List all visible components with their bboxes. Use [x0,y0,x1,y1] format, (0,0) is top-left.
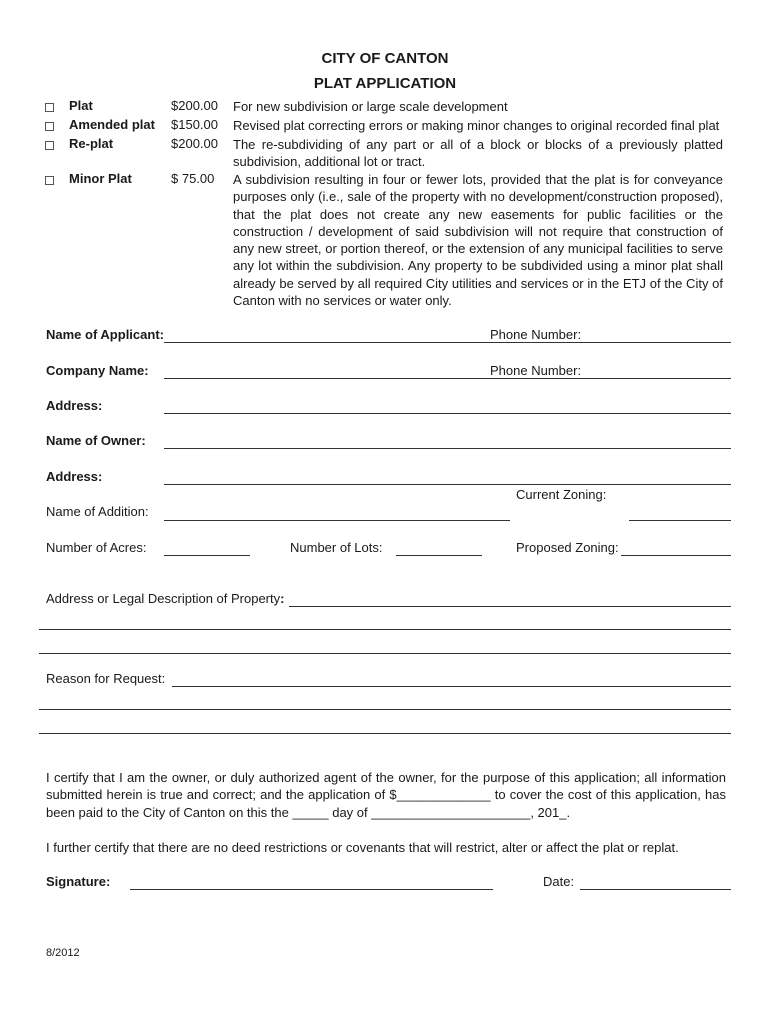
amended-plat-fee: $150.00 [171,117,218,132]
plat-checkbox[interactable] [45,103,54,112]
company-label: Company Name: [46,363,149,378]
addition-label: Name of Addition: [46,504,149,519]
applicant-field[interactable] [164,342,731,343]
signature-field[interactable] [130,889,493,890]
proposed-zoning-label: Proposed Zoning: [516,540,619,555]
date-field[interactable] [580,889,731,890]
certification-paragraph: I certify that I am the owner, or duly authorized agent of the owner, for the purpose of this application; all information submitted herein is true and correct; and the application of $_____________ to cover the cost of this application, has been paid to the City of Canton on this the _____ day of ______________________, 201_. [46,770,726,820]
acres-field[interactable] [164,555,250,556]
address-label-1: Address: [46,398,103,413]
re-plat-checkbox[interactable] [45,141,54,150]
lots-label: Number of Lots: [290,540,383,555]
acres-label: Number of Acres: [46,540,147,555]
legal-description-field[interactable] [289,606,731,607]
minor-plat-label: Minor Plat [69,171,132,186]
date-label: Date: [543,874,575,889]
plat-fee: $200.00 [171,98,218,113]
addition-field[interactable] [164,520,510,521]
minor-plat-description: A subdivision resulting in four or fewer lots, provided that the plat is for conveyance purposes only (i.e., sale of the property with no development/construction proposed), that the plat does not create any new easements for public facilities or the construction / development of said subdivision will not require that construction of any new street, or portion thereof, or the extension of any municipal facilities to serve any lot within the subdivision. Any property to be subdivided using a minor plat shall already be served by all required City utilities and services or in the ETJ of the City of Canton with no services or water only. [233,172,723,309]
owner-label: Name of Owner: [46,433,146,448]
address-label-2: Address: [46,469,103,484]
plat-description: For new subdivision or large scale development [233,99,508,114]
legal-description-line-3[interactable] [39,653,731,654]
deed-restriction-statement: I further certify that there are no deed restrictions or covenants that will restrict, alter or affect the plat or replat. [46,840,679,855]
amended-plat-checkbox[interactable] [45,122,54,131]
legal-description-line-2[interactable] [39,629,731,630]
minor-plat-fee: $ 75.00 [171,171,215,186]
reason-label: Reason for Request: [46,671,166,686]
legal-description-label: Address or Legal Description of Property: [46,591,285,606]
re-plat-label: Re-plat [69,136,114,151]
signature-label: Signature: [46,874,111,889]
reason-line-3[interactable] [39,733,731,734]
applicant-label: Name of Applicant: [46,327,164,342]
reason-field[interactable] [172,686,731,687]
minor-plat-checkbox[interactable] [45,176,54,185]
address-field-1[interactable] [164,413,731,414]
amended-plat-label: Amended plat [69,117,155,132]
lots-field[interactable] [396,555,482,556]
page-title: CITY OF CANTON [321,50,449,67]
re-plat-description: The re-subdividing of any part or all of a block or blocks of a previously platted subdivision, additional lot or tract. [233,137,723,170]
owner-field[interactable] [164,448,731,449]
re-plat-fee: $200.00 [171,136,218,151]
company-field[interactable] [164,378,731,379]
proposed-zoning-field[interactable] [621,555,731,556]
phone-label-1: Phone Number: [490,327,582,342]
page-subtitle: PLAT APPLICATION [313,75,457,92]
form-version: 8/2012 [46,947,80,959]
plat-label: Plat [69,98,93,113]
current-zoning-label: Current Zoning: [516,487,607,502]
address-field-2[interactable] [164,484,731,485]
current-zoning-field[interactable] [629,520,731,521]
phone-label-2: Phone Number: [490,363,582,378]
amended-plat-description: Revised plat correcting errors or making minor changes to original recorded final plat [233,118,720,133]
reason-line-2[interactable] [39,709,731,710]
